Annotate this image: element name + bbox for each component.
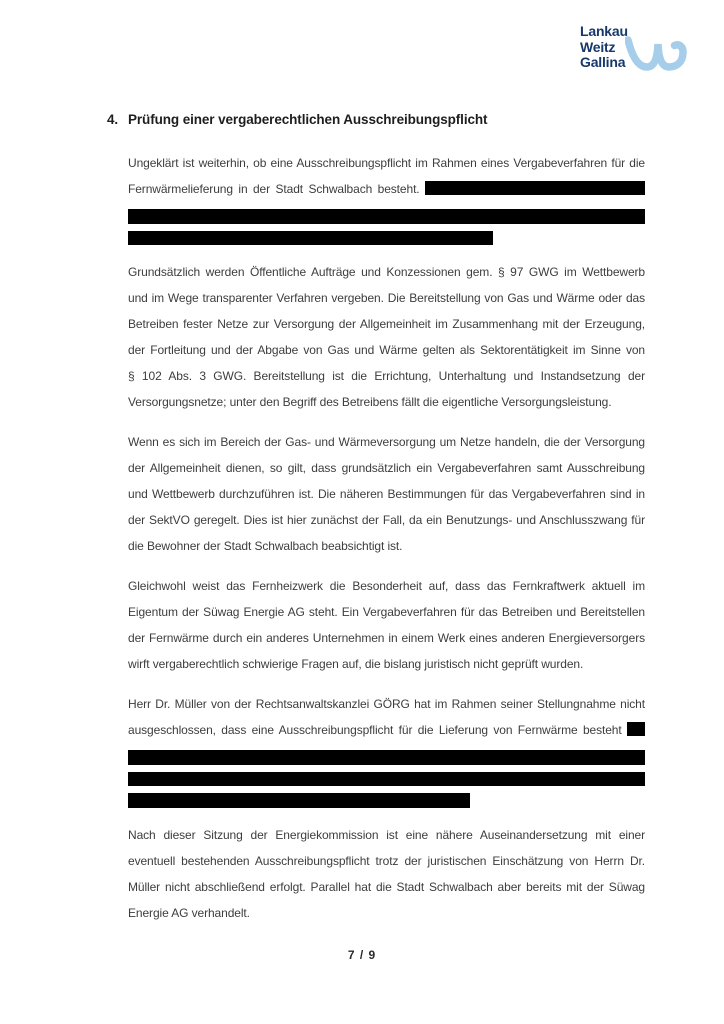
- section-title: Prüfung einer vergaberechtlichen Ausschreibungspflicht: [128, 112, 488, 127]
- text-line: Eigentum der Süwag Energie AG steht. Ein Vergabeverfahren für das Betreiben und Bereitstellen: [128, 605, 645, 619]
- text-line: Nach dieser Sitzung der Energiekommission ist eine nähere Auseinandersetzung mit einer: [128, 827, 645, 842]
- text-line: Betreiben fester Netze zur Versorgung der Allgemeinheit im Zusammenhang mit der Erzeugung,: [128, 317, 645, 331]
- text-line: Versorgungsnetze; unter den Begriff des Betreibens fällt die eigentliche Versorgungsleistung.: [128, 395, 612, 409]
- logo-wave-icon: [625, 36, 691, 74]
- redaction-bar: [128, 750, 645, 765]
- text-line: und im Wege transparenter Verfahren vergeben. Die Bereitstellung von Gas und Wärme oder das: [128, 291, 645, 305]
- text-line: die Bewohner der Stadt Schwalbach beabsichtigt ist.: [128, 539, 403, 553]
- paragraph: [128, 259, 645, 415]
- paragraph: [128, 429, 645, 559]
- text-line: Müller nicht abschließend erfolgt. Parallel hat die Stadt Schwalbach aber bereits mit der Süwag: [128, 879, 645, 894]
- paragraph: [128, 691, 645, 808]
- text-line: der SektVO geregelt. Dies ist hier zunächst der Fall, da ein Benutzungs- und Anschlusszwang für: [128, 513, 645, 527]
- section-heading: [107, 112, 647, 127]
- page-footer: [0, 948, 724, 962]
- text-line: der Fernwärme durch ein anderes Unternehmen in einem Werk eines anderen Energieversorgers: [128, 631, 645, 645]
- text-line-with-redaction: [128, 176, 645, 202]
- text-line: Wenn es sich im Bereich der Gas- und Wärmeversorgung um Netze handeln, die der Versorgung: [128, 435, 645, 449]
- text-line: Energie AG verhandelt.: [128, 905, 250, 920]
- text-line: und Wettbewerb durchzuführen ist. Die näheren Bestimmungen für das Vergabeverfahren sind in: [128, 487, 645, 501]
- text-line: Ungeklärt ist weiterhin, ob eine Ausschreibungspflicht im Rahmen eines Vergabeverfahren für die: [128, 156, 645, 170]
- section-number: 4.: [107, 112, 119, 127]
- text-line: Herr Dr. Müller von der Rechtsanwaltskanzlei GÖRG hat im Rahmen seiner Stellungnahme nicht: [128, 697, 645, 711]
- text-line: wirft vergaberechtlich schwierige Fragen auf, die bislang juristisch nicht geprüft wurden.: [128, 657, 584, 671]
- paragraph: [128, 822, 645, 926]
- redaction-bar: [128, 793, 470, 808]
- text-line: Gleichwohl weist das Fernheizwerk die Besonderheit auf, dass das Fernkraftwerk aktuell im: [128, 579, 645, 593]
- redaction-bar: [627, 722, 645, 736]
- redaction-bar: [425, 181, 645, 195]
- firm-name-line: Gallina: [580, 54, 626, 70]
- text-line: Grundsätzlich werden Öffentliche Aufträge und Konzessionen gem. § 97 GWG im Wettbewerb: [128, 265, 645, 279]
- text-run: ausgeschlossen, dass eine Ausschreibungspflicht für die Lieferung von Fernwärme besteht: [128, 723, 622, 737]
- firm-logo: [580, 24, 692, 74]
- text-line: der Allgemeinheit dienen, so gilt, dass grundsätzlich ein Vergabeverfahren samt Ausschreibung: [128, 461, 645, 475]
- text-run: Fernwärmelieferung in der Stadt Schwalbach besteht.: [128, 182, 420, 196]
- text-line: der Fortleitung und der Abgabe von Gas und Wärme gelten als Sektorentätigkeit im Sinne von: [128, 343, 645, 357]
- firm-name-line: Lankau: [580, 23, 628, 39]
- text-line: § 102 Abs. 3 GWG. Bereitstellung ist die Errichtung, Unterhaltung und Instandsetzung der: [128, 369, 645, 383]
- paragraph: [128, 150, 645, 245]
- firm-name-line: Weitz: [580, 38, 616, 55]
- redaction-bar: [128, 209, 645, 224]
- text-line-with-redaction: [128, 717, 645, 743]
- redaction-bar: [128, 231, 493, 246]
- document-body: [128, 150, 645, 940]
- redaction-bar: [128, 772, 645, 787]
- page-indicator: 7 / 9: [347, 948, 377, 962]
- paragraph: [128, 573, 645, 677]
- text-line: eventuell bestehenden Ausschreibungspflicht trotz der juristischen Einschätzung von Herrn Dr.: [128, 853, 645, 868]
